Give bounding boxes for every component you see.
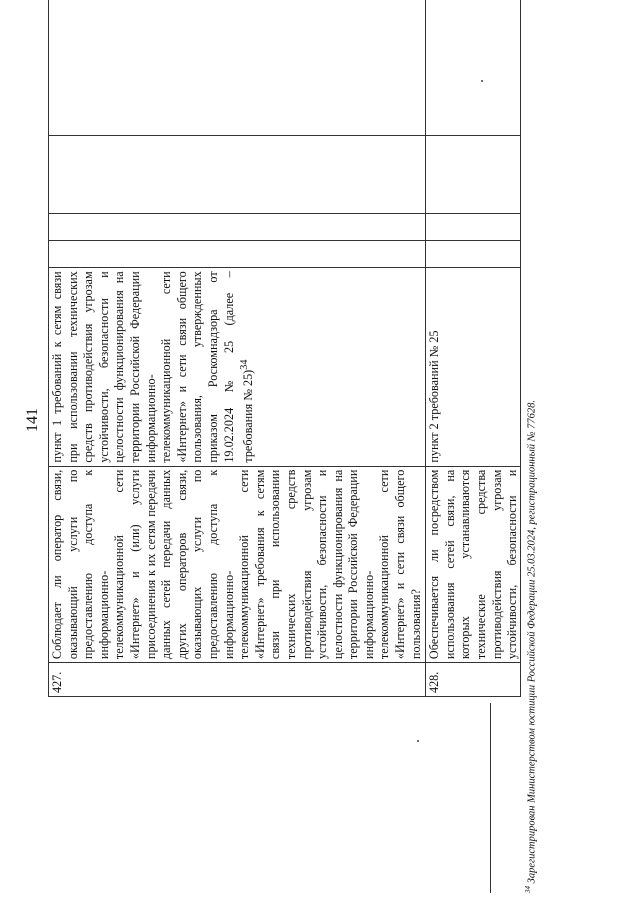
page-number: 141: [24, 408, 41, 432]
question-cell: Соблюдает ли оператор связи, оказывающий услуги по предоставлению доступа к информационно-телекоммуникационной сети «Интернет» и (или) услуги присоединения к их сетям передачи данных сетей передачи данных других операторов связи, оказывающих услуги по предоставлению доступа к информационно- телекоммуникационной сети «Интернет» требования к сетям связи при использовании технических средств противодействия угрозам устойчивости, безопасности и целостности функционирования на территории Российской Федерации информационно-телекоммуникационной сети «Интернет» и сети связи общего пользования?: [49, 466, 426, 662]
reference-cell: [49, 268, 426, 466]
table-row: [426, 0, 521, 697]
footnote-mark: 34: [239, 359, 251, 370]
question-text: Обеспечивается ли посредством использования сетей связи, на которых устанавливаются технические средства противодействия угрозам устойчивости, безопасности и: [427, 469, 520, 660]
table-row: [49, 0, 426, 697]
scan-speck: [481, 80, 483, 82]
scan-speck: [417, 740, 419, 742]
empty-cell: [426, 214, 521, 241]
empty-cell: [49, 214, 426, 241]
footnote-text: Зарегистрирован Министерством юстиции Российской Федерации 25.03.2024, регистрационный № 77628.: [526, 400, 538, 884]
footnote-divider: [490, 703, 491, 893]
question-cell: [426, 466, 521, 662]
empty-cell: [49, 241, 426, 268]
row-number: 428.: [426, 663, 521, 697]
empty-cell: [426, 241, 521, 268]
checklist-table: [48, 0, 521, 697]
empty-cell: [426, 0, 521, 135]
footnote-number: 34: [524, 886, 532, 893]
empty-cell: [426, 135, 521, 213]
footnote: [524, 400, 538, 893]
empty-cell: [49, 0, 426, 135]
empty-cell: [49, 135, 426, 213]
reference-text: пункт 1 требований к сетям связи при использовании технических средств противодействия угрозам устойчивости, безопасности и целостности функционирования на территории Российской Федерации информационно-телекоммуникационной сети «Интернет» и сети связи общего пользования, утвержденных приказом Роскомнадзора от 19.02.2024 № 25 (далее – требования № 25): [50, 271, 256, 463]
row-number: 427.: [49, 663, 426, 697]
reference-cell: пункт 2 требований № 25: [426, 268, 521, 466]
